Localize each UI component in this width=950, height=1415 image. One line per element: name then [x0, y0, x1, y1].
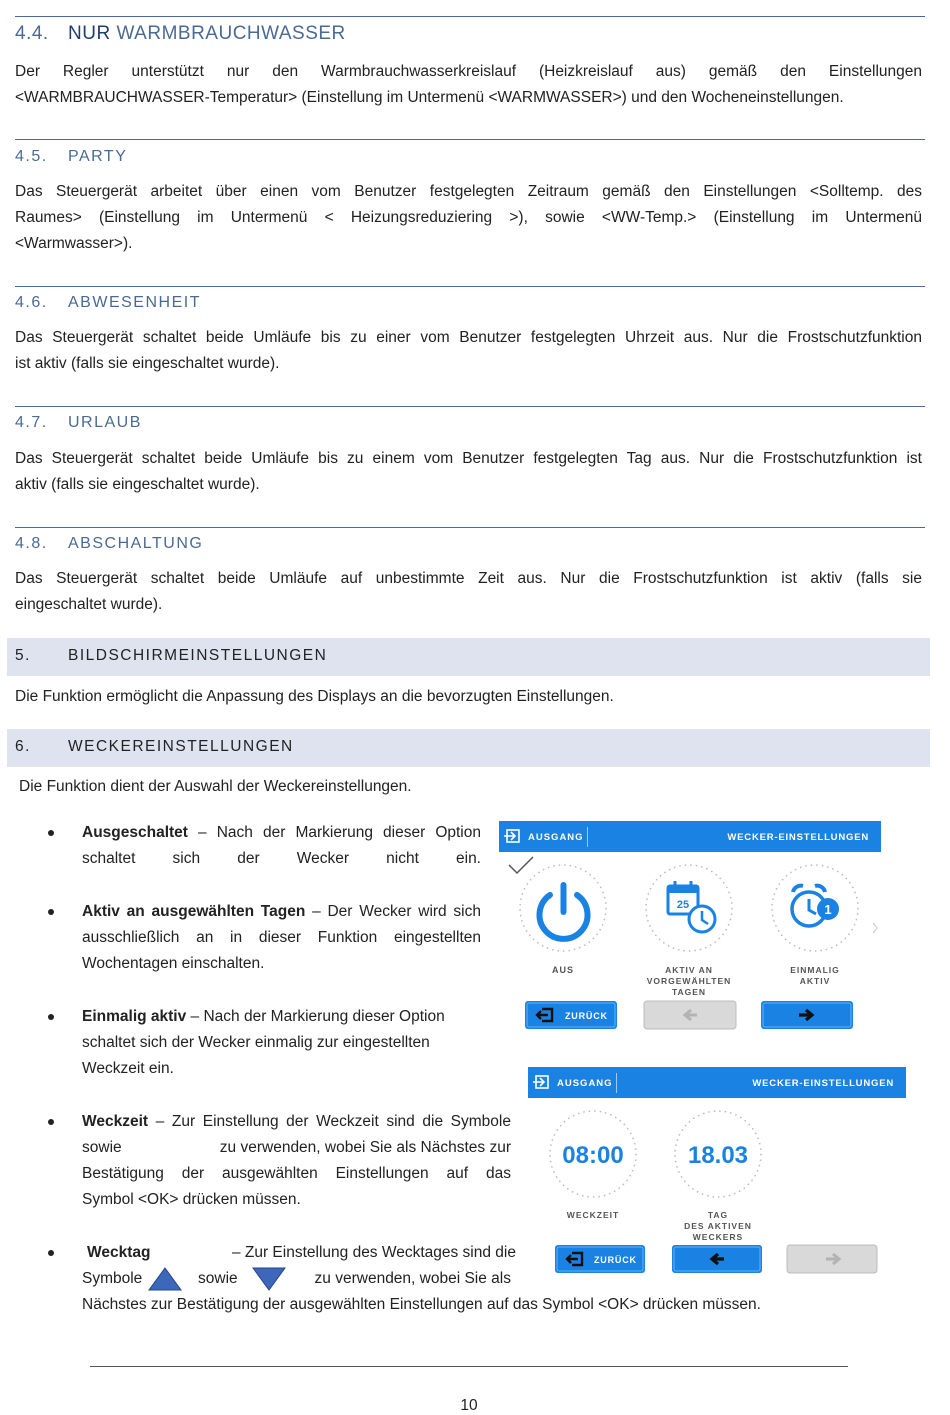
svg-text:EINMALIG: EINMALIG	[790, 965, 840, 975]
header-divider	[587, 827, 588, 847]
bullet-wecktag: Wecktag – Zur Einstellung des Wecktages sind die Symbole sowie zu verwenden, wobei Sie als Nächstes zur Bestätigung der ausgewählten Einstellungen auf das Symbol <OK> drücken müssen.	[82, 1244, 761, 1313]
back-button[interactable]	[555, 1245, 645, 1273]
bullet-dot	[48, 830, 54, 836]
svg-text:ZURÜCK: ZURÜCK	[565, 1011, 608, 1021]
bullet-aktiv-tage: Aktiv an ausgewählten Tagen – Der Wecker wird sich ausschließlich an in dieser Funktion eingestellten Wochentagen einschalten.	[82, 903, 481, 972]
svg-text:DES AKTIVEN: DES AKTIVEN	[684, 1221, 752, 1231]
section-divider	[15, 139, 925, 140]
section-heading-4-6: 4.6. ABWESENHEIT	[15, 294, 201, 311]
section-heading-6: 6. WECKEREINSTELLUNGEN	[15, 738, 294, 755]
section-heading-5: 5. BILDSCHIRMEINSTELLUNGEN	[15, 647, 328, 664]
svg-text:AUS: AUS	[551, 965, 575, 975]
svg-text:TAG: TAG	[707, 1210, 729, 1220]
svg-text:VORGEWÄHLTEN: VORGEWÄHLTEN	[646, 976, 732, 986]
back-button[interactable]	[525, 1001, 617, 1029]
bullet-dot	[48, 1014, 54, 1020]
time-value: 08:00	[562, 1142, 624, 1169]
section-heading-4-5: 4.5. PARTY	[15, 148, 128, 165]
page-number: 10	[460, 1397, 478, 1414]
section-divider	[15, 286, 925, 287]
paragraph-4-6: Das Steuergerät schaltet beide Umläufe bis zu einer vom Benutzer festgelegten Uhrzeit aus. Nur die Frostschutzfunktion ist aktiv (falls sie eingeschaltet wurde).	[15, 329, 922, 372]
section-divider	[15, 406, 925, 407]
section-number: 4.4.	[15, 23, 49, 44]
paragraph-4-7: Das Steuergerät schaltet beide Umläufe bis zu einem vom Benutzer festgelegten Tag aus. Nur die Frostschutzfunktion ist aktiv (falls sie eingeschaltet wurde).	[15, 450, 922, 493]
paragraph-4-8: Das Steuergerät schaltet beide Umläufe auf unbestimmte Zeit aus. Nur die Frostschutzfunktion ist aktiv (falls sie eingeschaltet wurde).	[15, 570, 922, 613]
svg-text:AKTIV: AKTIV	[799, 976, 831, 986]
triangle-up-icon[interactable]	[148, 1267, 182, 1291]
bullet-dot	[48, 909, 54, 915]
section-heading-4-7: 4.7. URLAUB	[15, 414, 142, 431]
section-heading-4-4: 4.4. NUR WARMBRAUCHWASSER	[15, 23, 346, 44]
header-title: WECKER-EINSTELLUNGEN	[752, 1078, 894, 1089]
section-divider	[15, 16, 925, 17]
option-aktiv-tage[interactable]	[646, 865, 732, 997]
exit-button[interactable]: AUSGANG	[557, 1078, 613, 1089]
option-einmalig[interactable]	[772, 865, 858, 986]
arrow-right-button[interactable]	[761, 1001, 853, 1029]
svg-text:AKTIV AN: AKTIV AN	[665, 965, 713, 975]
svg-text:25: 25	[676, 899, 690, 911]
bullet-weckzeit: Weckzeit – Zur Einstellung der Weckzeit sind die Symbole sowie zu verwenden, wobei Sie als Nächstes zur Bestätigung der ausgewählten Einstellungen auf das Symbol <OK> drücken müssen.	[82, 1113, 511, 1208]
svg-text:WECKZEIT: WECKZEIT	[566, 1210, 620, 1220]
paragraph-4-5: Das Steuergerät arbeitet über einen vom Benutzer festgelegten Zeitraum gemäß den Einstellungen <Solltemp. des Raumes> (Einstellung im Untermenü < Heizungsreduziering >), sowie <WW-Temp.> (Einstellung im Untermenü <Warmwasser>).	[15, 183, 922, 252]
time-setting[interactable]	[550, 1111, 636, 1220]
arrow-left-button[interactable]	[672, 1245, 762, 1273]
option-aus[interactable]	[520, 865, 606, 975]
svg-text:1: 1	[824, 902, 832, 917]
arrow-right-button[interactable]	[787, 1245, 877, 1273]
arrow-left-button[interactable]	[644, 1001, 736, 1029]
svg-text:WECKERS: WECKERS	[692, 1232, 744, 1242]
triangle-down-icon[interactable]	[252, 1267, 286, 1291]
paragraph-5: Die Funktion ermöglicht die Anpassung des Displays an die bevorzugten Einstellungen.	[15, 688, 614, 705]
bullet-ausgeschaltet: Ausgeschaltet – Nach der Markierung dieser Option schaltet sich der Wecker nicht ein.	[82, 824, 481, 867]
exit-button[interactable]: AUSGANG	[528, 832, 584, 843]
bullet-dot	[48, 1119, 54, 1125]
section-heading-4-8: 4.8. ABSCHALTUNG	[15, 535, 204, 552]
paragraph-6: Die Funktion dient der Auswahl der Weckereinstellungen.	[19, 778, 412, 795]
wecker-screen-2	[528, 1067, 906, 1281]
svg-text:TAGEN: TAGEN	[671, 987, 707, 997]
bullet-dot	[48, 1250, 54, 1256]
bullet-einmalig: Einmalig aktiv – Nach der Markierung dieser Option schaltet sich der Wecker einmalig zur eingestellten Weckzeit ein.	[82, 1008, 445, 1077]
svg-text:ZURÜCK: ZURÜCK	[594, 1255, 637, 1265]
header-divider	[616, 1073, 617, 1093]
section-divider	[15, 527, 925, 528]
check-icon	[509, 857, 533, 873]
wecker-screen-1	[499, 821, 881, 1036]
footer-divider	[90, 1366, 848, 1367]
date-value: 18.03	[687, 1142, 749, 1169]
date-setting[interactable]	[675, 1111, 761, 1242]
header-title: WECKER-EINSTELLUNGEN	[727, 832, 869, 843]
paragraph-4-4: Der Regler unterstützt nur den Warmbrauchwasserkreislauf (Heizkreislauf aus) gemäß den Einstellungen <WARMBRAUCHWASSER-Temperatur> (Einstellung im Untermenü <WARMWASSER>) und den Wocheneinstellungen.	[15, 63, 922, 106]
chevron-right-icon	[873, 923, 877, 933]
